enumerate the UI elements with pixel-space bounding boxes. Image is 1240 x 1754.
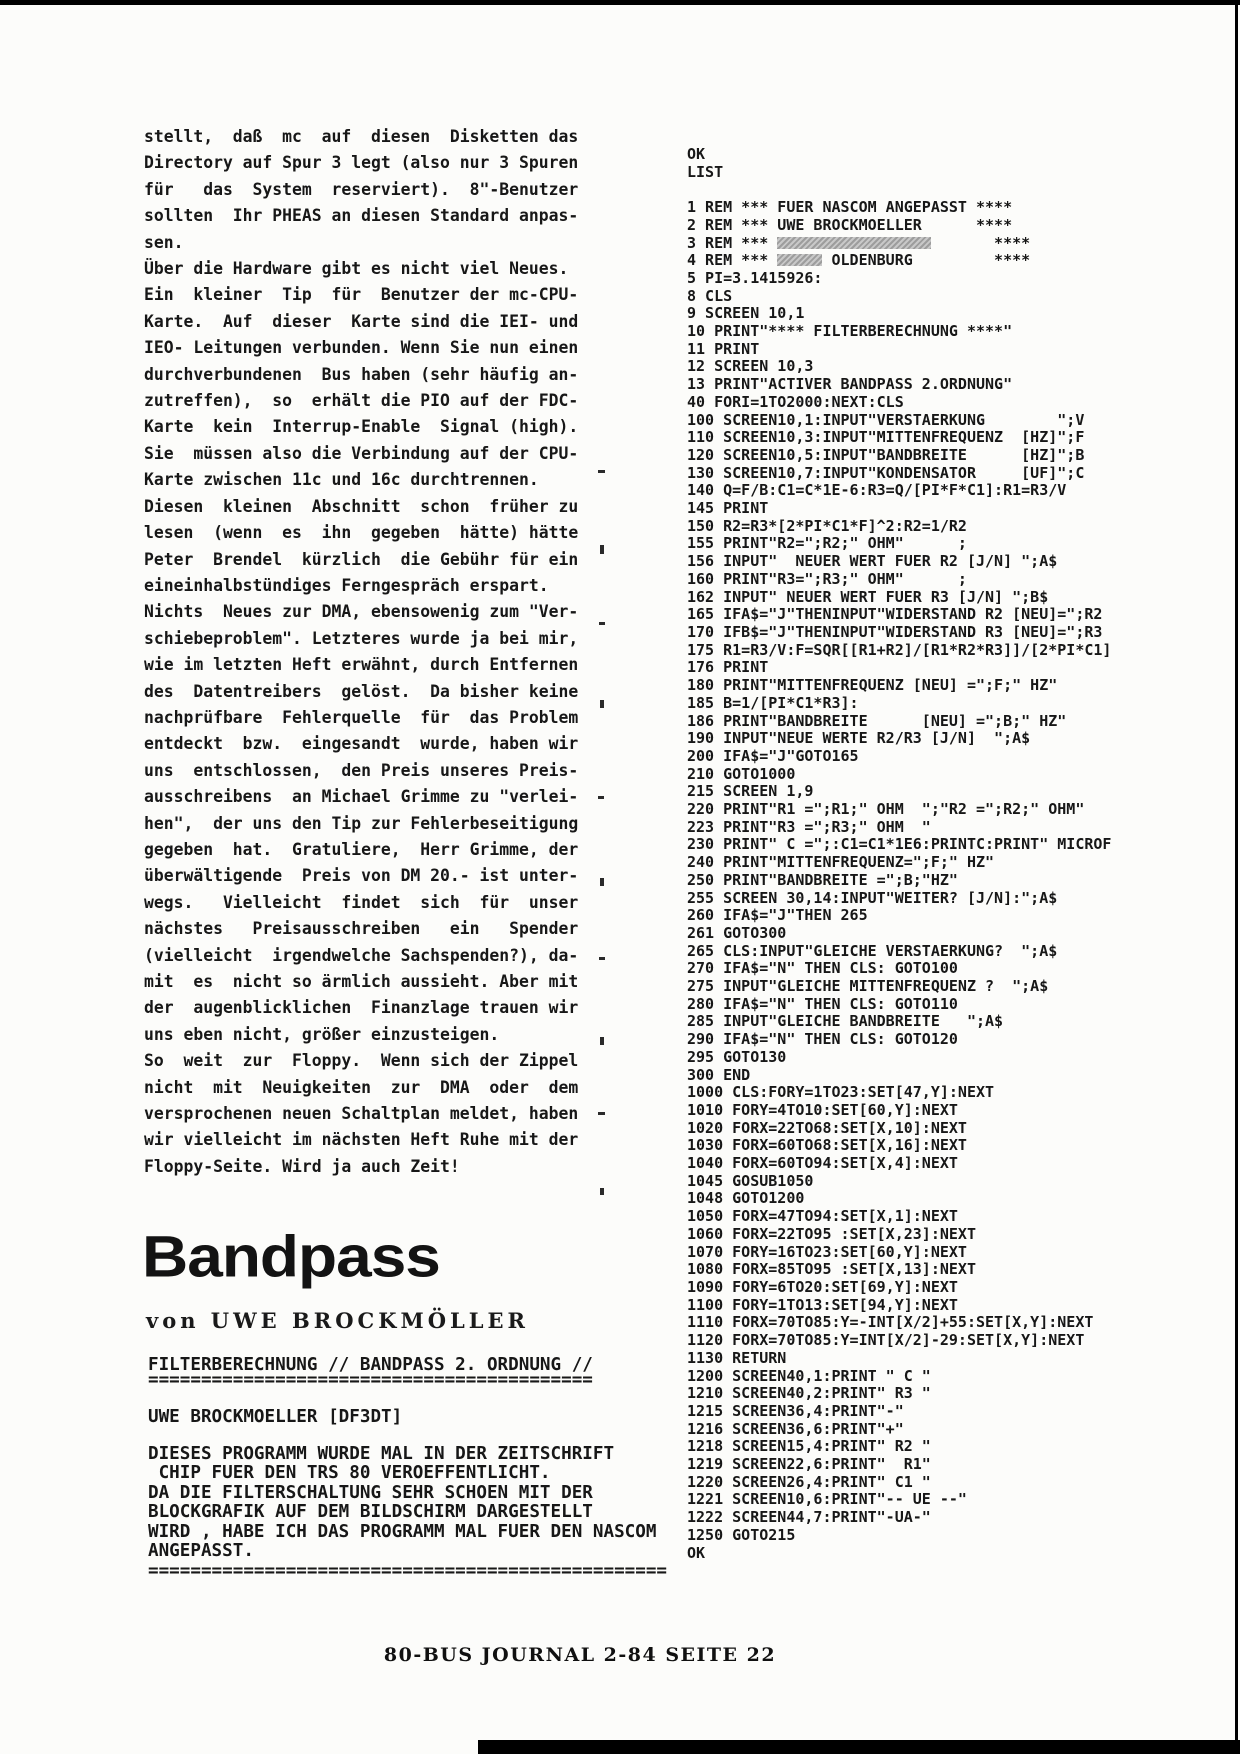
listing-line: 295 GOTO130	[687, 1047, 787, 1066]
note-text-line	[148, 1390, 667, 1408]
note-text-line: UWE BROCKMOELLER [DF3DT]	[148, 1406, 403, 1427]
listing-line: 1100 FORY=1TO13:SET[94,Y]:NEXT	[687, 1295, 958, 1314]
listing-line: 270 IFA$="N" THEN CLS: GOTO100	[687, 959, 958, 978]
listing-line: 1030 FORX=60TO68:SET[X,16]:NEXT	[687, 1136, 967, 1155]
top-border-line	[0, 0, 1240, 5]
listing-line: 1250 GOTO215	[687, 1525, 796, 1544]
article-text-line: Über die Hardware gibt es nicht viel Neues.	[144, 259, 569, 279]
filter-note-block	[148, 1356, 667, 1581]
listing-line: 1120 FORX=70TO85:Y=INT[X/2]-29:SET[X,Y]:NEXT	[687, 1331, 1085, 1350]
listing-line: 160 PRINT"R3=";R3;" OHM" ;	[687, 569, 967, 588]
redaction-block	[777, 254, 822, 266]
listing-line-text: OLDENBURG ****	[822, 251, 1031, 270]
listing-line	[687, 235, 1111, 253]
listing-line: 1020 FORX=22TO68:SET[X,10]:NEXT	[687, 1118, 967, 1137]
listing-line: 290 IFA$="N" THEN CLS: GOTO120	[687, 1030, 958, 1049]
listing-line: 150 R2=R3*[2*PI*C1*F]^2:R2=1/R2	[687, 516, 967, 535]
scan-artifact	[599, 622, 605, 625]
article-text-line: versprochenen neuen Schaltplan meldet, haben	[144, 1104, 579, 1124]
article-text-line: nachprüfbare Fehlerquelle für das Problem	[144, 707, 579, 727]
article-text-line: So weit zur Floppy. Wenn sich der Zippel	[144, 1051, 579, 1071]
listing-line: 1210 SCREEN40,2:PRINT" R3 "	[687, 1384, 931, 1403]
listing-line: OK	[687, 1543, 706, 1562]
article-text-line: eineinhalbstündiges Ferngespräch erspart.	[144, 575, 549, 595]
bottom-black-bar	[478, 1740, 1240, 1754]
listing-line: 11 PRINT	[687, 339, 760, 358]
listing-line: 1215 SCREEN36,4:PRINT"-"	[687, 1401, 904, 1420]
article-text-line: uns eben nicht, größer einzusteigen.	[144, 1024, 500, 1044]
listing-line: 170 IFB$="J"THENINPUT"WIDERSTAND R3 [NEU]=";R3	[687, 622, 1103, 641]
article-text-line: schiebeproblem". Letzteres wurde ja bei mir,	[144, 628, 579, 648]
note-text-line: DIESES PROGRAMM WURDE MAL IN DER ZEITSCHRIFT	[148, 1443, 615, 1464]
listing-line	[687, 252, 1111, 270]
listing-line: 265 CLS:INPUT"GLEICHE VERSTAERKUNG? ";A$	[687, 941, 1058, 960]
article-text-line: Karte. Auf dieser Karte sind die IEI- und	[144, 311, 579, 331]
listing-line: 1060 FORX=22TO95 :SET[X,23]:NEXT	[687, 1224, 976, 1243]
article-text-line: (vielleicht irgendwelche Sachspenden?), da-	[144, 945, 579, 965]
listing-line: 280 IFA$="N" THEN CLS: GOTO110	[687, 994, 958, 1013]
article-text-line: wie im letzten Heft erwähnt, durch Entfernen	[144, 655, 579, 675]
listing-line: 1221 SCREEN10,6:PRINT"-- UE --"	[687, 1490, 967, 1509]
listing-line: 1219 SCREEN22,6:PRINT" R1"	[687, 1455, 931, 1474]
article-text-line: Peter Brendel kürzlich die Gebühr für ein	[144, 549, 579, 569]
listing-line: 155 PRINT"R2=";R2;" OHM" ;	[687, 534, 967, 553]
listing-line: 230 PRINT" C =";:C1=C1*1E6:PRINTC:PRINT" MICROF	[687, 835, 1112, 854]
listing-line: 1090 FORY=6TO20:SET[69,Y]:NEXT	[687, 1278, 958, 1296]
listing-line: 175 R1=R3/V:F=SQR[[R1+R2]/[R1*R2*R3]]/[2*PI*C1]	[687, 640, 1112, 659]
article-text-line: zutreffen), so erhält die PIO auf der FDC-	[144, 391, 579, 411]
scan-artifact	[600, 878, 604, 886]
listing-line: 13 PRINT"ACTIVER BANDPASS 2.ORDNUNG"	[687, 375, 1013, 394]
listing-line: 140 Q=F/B:C1=C*1E-6:R3=Q/[PI*F*C1]:R1=R3/V	[687, 481, 1067, 500]
article-text-line: der augenblicklichen Finanzlage trauen wir	[144, 998, 579, 1018]
article-text-line: wir vielleicht im nächsten Heft Ruhe mit der	[144, 1130, 579, 1150]
article-text-line: lesen (wenn es ihn gegeben hätte) hätte	[144, 523, 579, 543]
article-text-line: IEO- Leitungen verbunden. Wenn Sie nun einen	[144, 338, 579, 358]
listing-line: 250 PRINT"BANDBREITE =";B;"HZ"	[687, 870, 958, 889]
listing-line: 210 GOTO1000	[687, 764, 796, 783]
listing-line: 1220 SCREEN26,4:PRINT" C1 "	[687, 1472, 931, 1491]
scan-artifact	[599, 957, 605, 960]
listing-line: 1000 CLS:FORY=1TO23:SET[47,Y]:NEXT	[687, 1083, 995, 1102]
listing-line: 5 PI=3.1415926:	[687, 268, 823, 287]
listing-line: 1040 FORX=60TO94:SET[X,4]:NEXT	[687, 1154, 958, 1173]
article-text-line: uns entschlossen, den Preis unseres Preis-	[144, 760, 579, 780]
listing-line: 110 SCREEN10,3:INPUT"MITTENFREQUENZ [HZ]";F	[687, 428, 1085, 447]
article-text-line: Sie müssen also die Verbindung auf der CPU-	[144, 443, 579, 463]
listing-line: OK	[687, 145, 706, 163]
article-text-line: gegeben hat. Gratuliere, Herr Grimme, der	[144, 839, 579, 859]
note-text-line	[148, 1427, 667, 1445]
note-text-line: WIRD , HABE ICH DAS PROGRAMM MAL FUER DEN NASCOM	[148, 1521, 657, 1542]
article-text-line: nächstes Preisausschreiben ein Spender	[144, 919, 579, 939]
listing-line: 1222 SCREEN44,7:PRINT"-UA-"	[687, 1508, 931, 1527]
article-text-line: entdeckt bzw. eingesandt wurde, haben wir	[144, 734, 579, 754]
article-text-line: für das System reserviert). 8"-Benutzer	[144, 179, 579, 199]
scan-artifact	[598, 470, 605, 473]
listing-line: 260 IFA$="J"THEN 265	[687, 906, 868, 925]
article-text-line: Floppy-Seite. Wird ja auch Zeit!	[144, 1156, 460, 1176]
scan-artifact	[598, 1112, 605, 1115]
article-text-line: Directory auf Spur 3 legt (also nur 3 Spuren	[144, 153, 579, 173]
scan-artifact	[600, 1188, 604, 1195]
listing-line: 255 SCREEN 30,14:INPUT"WEITER? [J/N]:";A$	[687, 888, 1058, 907]
listing-line: 9 SCREEN 10,1	[687, 304, 805, 323]
redaction-block	[777, 237, 931, 249]
note-text-line: ANGEPASST.	[148, 1541, 254, 1562]
listing-line: 223 PRINT"R3 =";R3;" OHM "	[687, 817, 931, 836]
article-text-line: stellt, daß mc auf diesen Disketten das	[144, 127, 579, 146]
article-byline: von UWE BROCKMÖLLER	[146, 1308, 529, 1333]
note-text-line: BLOCKGRAFIK AUF DEM BILDSCHIRM DARGESTELLT	[148, 1502, 593, 1523]
note-text-line: CHIP FUER DEN TRS 80 VEROEFFENTLICHT.	[148, 1463, 551, 1484]
article-text-line: nicht mit Neuigkeiten zur DMA oder dem	[144, 1077, 579, 1097]
listing-line-text: ****	[930, 233, 1031, 252]
note-text-line: DA DIE FILTERSCHALTUNG SEHR SCHOEN MIT DER	[148, 1482, 593, 1503]
article-text-line: ausschreibens an Michael Grimme zu "verlei-	[144, 787, 579, 807]
listing-line: 1070 FORY=16TO23:SET[60,Y]:NEXT	[687, 1242, 967, 1261]
listing-line: 10 PRINT"**** FILTERBERECHNUNG ****"	[687, 322, 1013, 341]
listing-line: 120 SCREEN10,5:INPUT"BANDBREITE [HZ]";B	[687, 445, 1085, 464]
listing-line: 1 REM *** FUER NASCOM ANGEPASST ****	[687, 198, 1013, 217]
article-text-line: des Datentreibers gelöst. Da bisher keine	[144, 681, 579, 701]
listing-line: 300 END	[687, 1065, 751, 1084]
listing-line: 1048 GOTO1200	[687, 1189, 805, 1208]
article-text-line: wegs. Vielleicht findet sich für unser	[144, 892, 579, 912]
listing-line: LIST	[687, 162, 724, 181]
note-text-line: ==========================================	[148, 1369, 593, 1390]
basic-listing	[687, 146, 1111, 1562]
listing-line: 220 PRINT"R1 =";R1;" OHM ";"R2 =";R2;" OHM"	[687, 800, 1085, 819]
listing-line: 1080 FORX=85TO95 :SET[X,13]:NEXT	[687, 1260, 976, 1279]
article-text-line: Karte zwischen 11c und 16c durchtrennen.	[144, 470, 539, 490]
listing-line: 1218 SCREEN15,4:PRINT" R2 "	[687, 1437, 931, 1456]
listing-line: 176 PRINT	[687, 658, 769, 677]
listing-line: 215 SCREEN 1,9	[687, 782, 814, 801]
listing-line: 1200 SCREEN40,1:PRINT " C "	[687, 1366, 931, 1385]
article-text-line: sen.	[144, 232, 184, 252]
listing-line: 180 PRINT"MITTENFREQUENZ [NEU] =";F;" HZ"	[687, 676, 1058, 695]
listing-line: 185 B=1/[PI*C1*R3]:	[687, 693, 859, 712]
listing-line: 261 GOTO300	[687, 923, 787, 942]
scan-artifact	[598, 796, 604, 799]
listing-line	[687, 181, 1111, 199]
article-text-line: Ein kleiner Tip für Benutzer der mc-CPU-	[144, 285, 579, 305]
page-footer: 80-BUS JOURNAL 2-84 SEITE 22	[383, 1644, 777, 1666]
article-headline: Bandpass	[142, 1222, 440, 1290]
scan-artifact	[600, 1037, 604, 1045]
article-text-line: Nichts Neues zur DMA, ebensowenig zum "Ver-	[144, 602, 579, 622]
listing-line-text: 3 REM ***	[687, 233, 778, 252]
right-border-line	[1235, 0, 1238, 1754]
article-text-line: mit es nicht so ärmlich aussieht. Aber mit	[144, 972, 579, 991]
listing-line: 275 INPUT"GLEICHE MITTENFREQUENZ ? ";A$	[687, 977, 1049, 996]
listing-line-text: 4 REM ***	[687, 251, 778, 270]
article-text-line: hen", der uns den Tip zur Fehlerbeseitigung	[144, 813, 579, 833]
listing-line: 1216 SCREEN36,6:PRINT"+"	[687, 1419, 904, 1438]
listing-line: 162 INPUT" NEUER WERT FUER R3 [J/N] ";B$	[687, 587, 1049, 606]
note-text-line: FILTERBERECHNUNG // BANDPASS 2. ORDNUNG //	[148, 1355, 593, 1375]
listing-line: 145 PRINT	[687, 499, 769, 518]
listing-line: 285 INPUT"GLEICHE BANDBREITE ";A$	[687, 1012, 1004, 1031]
listing-line: 130 SCREEN10,7:INPUT"KONDENSATOR [UF]";C	[687, 463, 1085, 482]
listing-line: 100 SCREEN10,1:INPUT"VERSTAERKUNG ";V	[687, 410, 1085, 429]
listing-line: 165 IFA$="J"THENINPUT"WIDERSTAND R2 [NEU]=";R2	[687, 605, 1103, 624]
note-text-line: =================================================	[148, 1560, 668, 1581]
listing-line: 200 IFA$="J"GOTO165	[687, 746, 859, 765]
listing-line: 1045 GOSUB1050	[687, 1171, 814, 1190]
listing-line: 2 REM *** UWE BROCKMOELLER ****	[687, 215, 1013, 234]
listing-line: 1110 FORX=70TO85:Y=-INT[X/2]+55:SET[X,Y]:NEXT	[687, 1313, 1094, 1332]
listing-line: 156 INPUT" NEUER WERT FUER R2 [J/N] ";A$	[687, 552, 1058, 571]
article-text-line: sollten Ihr PHEAS an diesen Standard anpas-	[144, 206, 579, 226]
listing-line: 186 PRINT"BANDBREITE [NEU] =";B;" HZ"	[687, 711, 1067, 730]
listing-line: 8 CLS	[687, 286, 733, 305]
article-body	[144, 124, 578, 1180]
listing-line: 190 INPUT"NEUE WERTE R2/R3 [J/N] ";A$	[687, 729, 1031, 748]
article-text-line: Diesen kleinen Abschnitt schon früher zu	[144, 496, 579, 516]
listing-line: 12 SCREEN 10,3	[687, 357, 814, 376]
listing-line: 40 FORI=1TO2000:NEXT:CLS	[687, 392, 904, 411]
listing-line: 1050 FORX=47TO94:SET[X,1]:NEXT	[687, 1207, 958, 1226]
scan-artifact	[600, 545, 604, 554]
article-text-line: durchverbundenen Bus haben (sehr häufig an-	[144, 364, 579, 384]
listing-line: 1010 FORY=4TO10:SET[60,Y]:NEXT	[687, 1100, 958, 1119]
article-text-line: Karte kein Interrup-Enable Signal (high).	[144, 417, 579, 437]
article-text-line: überwältigende Preis von DM 20.- ist unter-	[144, 866, 579, 886]
scan-artifact	[600, 700, 604, 708]
listing-line: 1130 RETURN	[687, 1348, 787, 1367]
listing-line: 240 PRINT"MITTENFREQUENZ=";F;" HZ"	[687, 853, 995, 872]
